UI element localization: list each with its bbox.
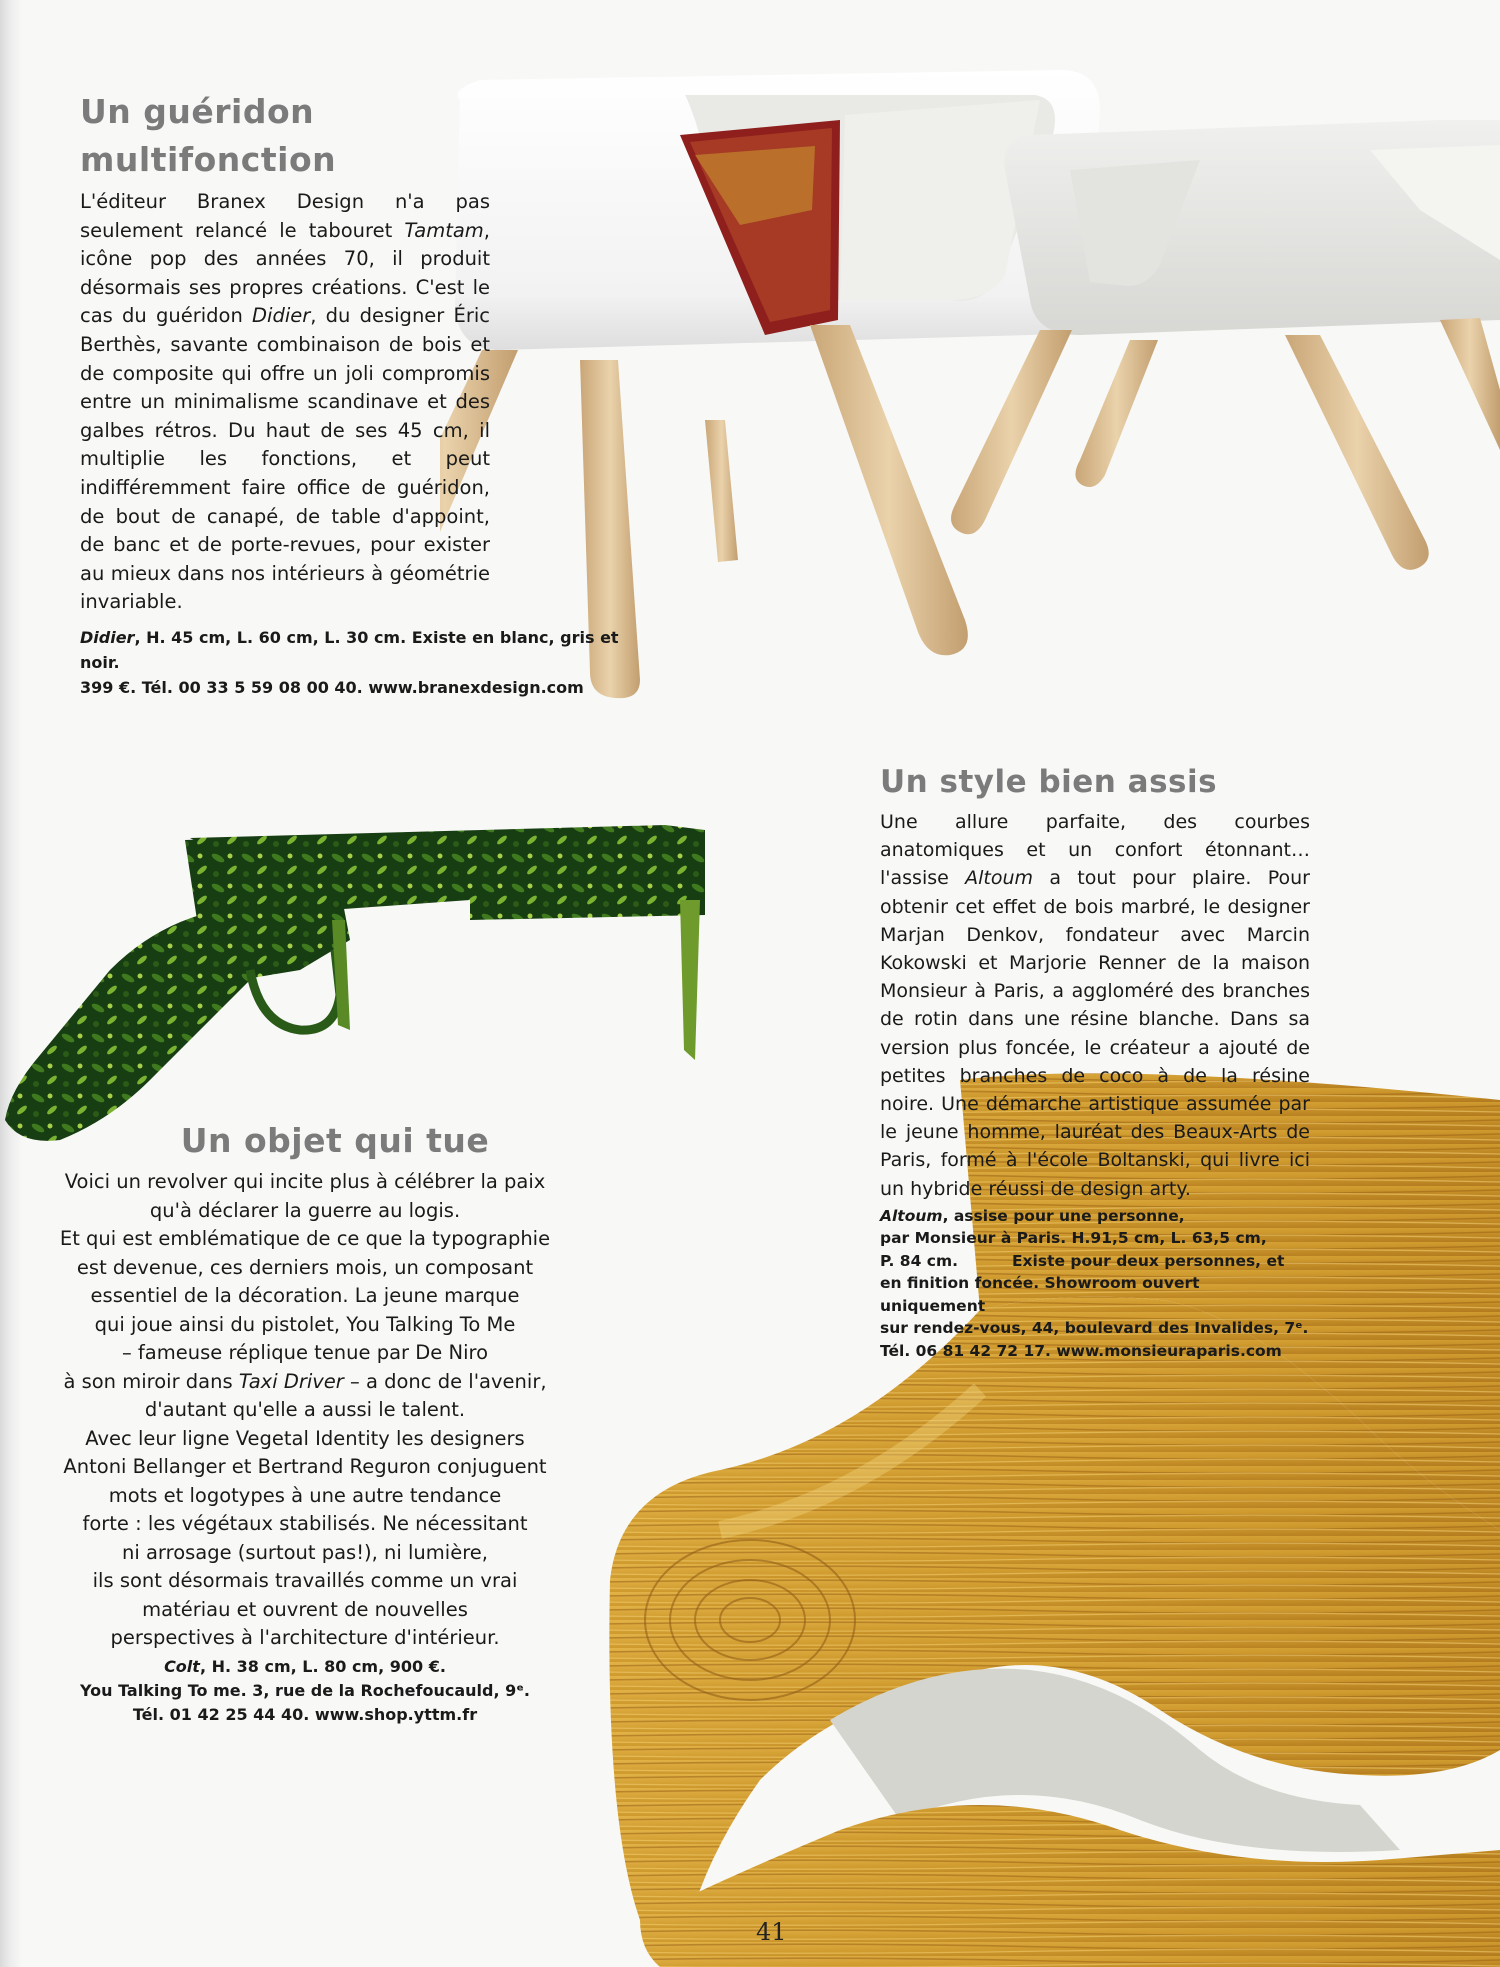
credit-name: Didier xyxy=(80,627,135,647)
article-gueridon xyxy=(80,88,619,700)
body-text: , du designer Éric Berthès, savante combinaison de bois et de composite qui offre un joli compromis entre un minimalisme scandinave et des galbes rétros. Du haut de ses 45 cm, il multiplie les fonctions, et peut indifféremment faire office de guéridon, de bout de canapé, de table d'appoint, de banc et de porte-revues, pour exister au mieux dans nos intérieurs à géométrie invariable. xyxy=(80,304,490,614)
credit-line xyxy=(880,1205,1310,1228)
article-revolver xyxy=(40,1118,570,1727)
body-line: ni arrosage (surtout pas!), ni lumière, xyxy=(122,1540,488,1564)
article-body xyxy=(40,1168,570,1653)
product-name: Altoum xyxy=(965,867,1034,890)
credit-text: , H. 45 cm, L. 60 cm, L. 30 cm. Existe en blanc, gris et noir. xyxy=(80,627,619,672)
article-title: Un objet qui tue xyxy=(180,1121,490,1160)
body-line xyxy=(40,1368,570,1397)
body-text: L'éditeur Branex Design n'a pas seulement relancé le tabouret xyxy=(80,190,490,242)
product-credit xyxy=(80,625,640,700)
body-line: qu'à déclarer la guerre au logis. xyxy=(149,1198,461,1222)
article-body xyxy=(880,808,1310,1203)
product-name: Tamtam xyxy=(404,218,484,242)
page-number: 41 xyxy=(756,1918,787,1946)
gueridon-photo xyxy=(440,60,1500,700)
film-title: Taxi Driver xyxy=(238,1369,344,1393)
body-text: – a donc de l'avenir, xyxy=(343,1369,547,1393)
credit-line xyxy=(40,1655,570,1679)
credit-line: Tél. 06 81 42 72 17. www.monsieuraparis.com xyxy=(880,1341,1282,1360)
body-text: a tout pour plaire. Pour obtenir cet effet de bois marbré, le designer Marjan Denkov, fondateur avec Marcin Kokowski et Marjorie Renner de la maison Monsieur à Paris, a aggloméré des branches de rotin dans une résine blanche. Dans sa version plus foncée, le créateur a ajouté de petites branches de coco à de la résine noire. Une démarche artistique assumée par le jeune homme, lauréat des Beaux-Arts de Paris, formé à l'école Boltanski, qui livre ici un hybride réussi de design arty. xyxy=(880,867,1310,1200)
credit-text: , assise pour une personne, xyxy=(942,1206,1185,1225)
body-line: Antoni Bellanger et Bertrand Reguron conjuguent xyxy=(63,1455,547,1478)
body-line: d'autant qu'elle a aussi le talent. xyxy=(144,1398,466,1421)
product-name: Didier xyxy=(252,304,311,328)
credit-line: P. 84 cm. Existe pour deux personnes, et xyxy=(880,1251,1285,1270)
product-credit xyxy=(40,1655,570,1727)
body-line: Voici un revolver qui incite plus à célébrer la paix xyxy=(64,1170,546,1193)
body-line: perspectives à l'architecture d'intérieur. xyxy=(110,1626,500,1649)
body-text: à son miroir dans xyxy=(63,1369,239,1393)
article-title: Un style bien assis xyxy=(880,764,1218,800)
credit-line: en finition foncée. Showroom ouvert uniquement xyxy=(880,1274,1200,1315)
body-line: Avec leur ligne Vegetal Identity les designers xyxy=(85,1426,525,1450)
body-text: , icône pop des années 70, il produit désormais ses propres créations. C'est le cas du guéridon xyxy=(80,218,490,328)
credit-text: , H. 38 cm, L. 80 cm, 900 €. xyxy=(199,1656,446,1676)
credit-name: Colt xyxy=(164,1656,200,1676)
article-altoum xyxy=(880,760,1310,1362)
body-text: Une allure parfaite, des courbes anatomiques et un confort étonnant… l'assise xyxy=(880,811,1310,890)
article-body xyxy=(80,188,490,617)
credit-text: 399 €. Tél. 00 33 5 59 08 00 40. www.branexdesign.com xyxy=(80,677,584,697)
body-line: mots et logotypes à une autre tendance xyxy=(108,1483,502,1507)
body-line: qui joue ainsi du pistolet, You Talking To Me xyxy=(94,1312,516,1336)
product-credit xyxy=(880,1205,1310,1363)
credit-name: Altoum xyxy=(880,1206,943,1225)
body-line: est devenue, ces derniers mois, un composant xyxy=(76,1255,534,1279)
title-line: Un guéridon xyxy=(80,92,315,131)
article-title xyxy=(80,88,520,184)
body-line: Et qui est emblématique de ce que la typographie xyxy=(59,1227,551,1250)
body-line: forte : les végétaux stabilisés. Ne nécessitant xyxy=(82,1512,528,1535)
credit-line: sur rendez-vous, 44, boulevard des Invalides, 7ᵉ. xyxy=(880,1319,1309,1338)
body-line: essentiel de la décoration. La jeune marque xyxy=(90,1284,520,1307)
body-line: – fameuse réplique tenue par De Niro xyxy=(121,1341,489,1364)
credit-line: Tél. 01 42 25 44 40. www.shop.yttm.fr xyxy=(132,1704,478,1724)
body-line: ils sont désormais travaillés comme un vrai xyxy=(92,1569,518,1592)
credit-line: par Monsieur à Paris. H.91,5 cm, L. 63,5 cm, xyxy=(880,1229,1267,1248)
title-line: multifonction xyxy=(80,140,337,179)
credit-line: You Talking To me. 3, rue de la Rochefoucauld, 9ᵉ. xyxy=(80,1680,530,1700)
body-line: matériau et ouvrent de nouvelles xyxy=(142,1597,468,1621)
